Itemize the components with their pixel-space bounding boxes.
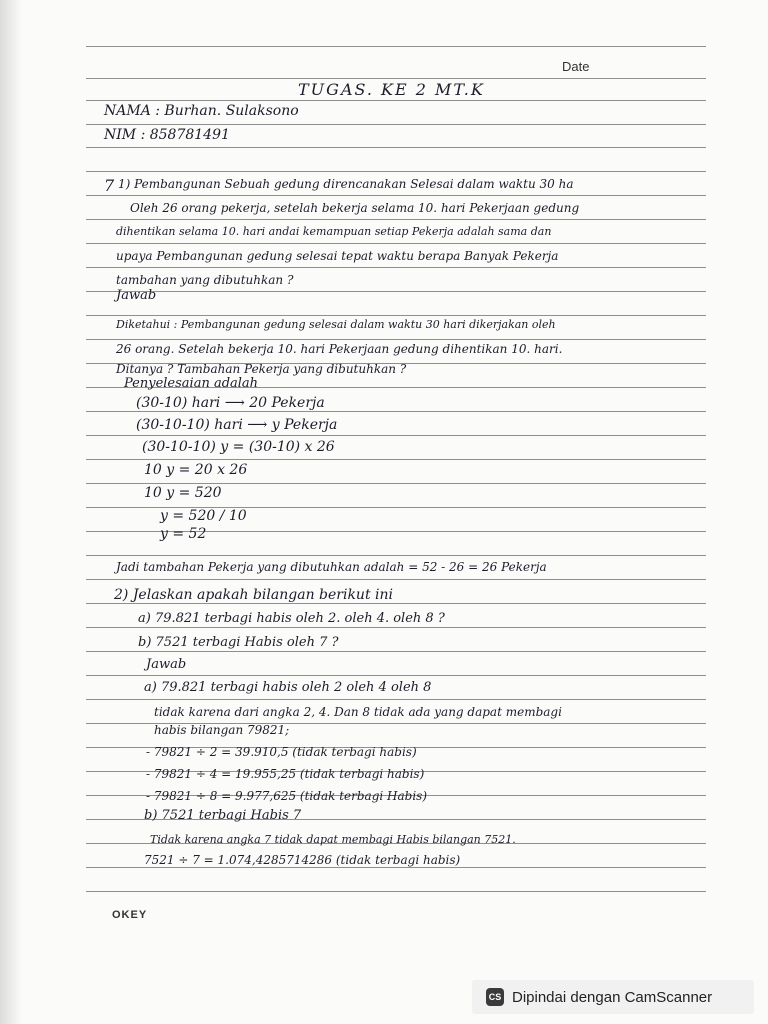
- q2-part: b) 7521 terbagi Habis oleh 7 ?: [138, 635, 339, 650]
- q1-step: y = 52: [160, 526, 207, 542]
- q2-prompt: 2) Jelaskan apakah bilangan berikut ini: [114, 587, 393, 603]
- ruled-line: [86, 46, 706, 47]
- student-nim: NIM : 858781491: [104, 127, 230, 143]
- ruled-line: [86, 555, 706, 556]
- ruled-line: [86, 243, 706, 244]
- notebook-brand-logo: OKEY: [112, 909, 148, 921]
- ruled-line: [86, 699, 706, 700]
- ruled-line: [86, 171, 706, 172]
- ruled-line: [86, 78, 706, 79]
- q2-b-line: 7521 ÷ 7 = 1.074,4285714286 (tidak terbagi habis): [144, 853, 461, 867]
- q2-a-line: tidak karena dari angka 2, 4. Dan 8 tidak ada yang dapat membagi: [154, 705, 562, 719]
- ruled-line: [86, 147, 706, 148]
- q1-answer-label: Jawab: [116, 288, 157, 303]
- ruled-line: [86, 675, 706, 676]
- q1-line: dihentikan selama 10. hari andai kemampuan setiap Pekerja adalah sama dan: [116, 225, 552, 238]
- margin-mark: 7: [104, 176, 115, 195]
- q1-line: Oleh 26 orang pekerja, setelah bekerja selama 10. hari Pekerjaan gedung: [130, 201, 580, 215]
- q1-step: (30-10) hari ⟶ 20 Pekerja: [136, 395, 325, 411]
- page-title: TUGAS. KE 2 MT.K: [298, 80, 485, 99]
- camscanner-watermark: [472, 980, 754, 1014]
- q1-step: (30-10-10) hari ⟶ y Pekerja: [136, 417, 338, 433]
- ruled-line: [86, 219, 706, 220]
- q2-a-line: - 79821 ÷ 8 = 9.977,625 (tidak terbagi Habis): [146, 789, 428, 803]
- q2-a-heading: a) 79.821 terbagi habis oleh 2 oleh 4 oleh 8: [144, 680, 432, 695]
- date-label: Date: [562, 59, 590, 74]
- q2-a-line: habis bilangan 79821;: [154, 723, 290, 737]
- q1-line: tambahan yang dibutuhkan ?: [116, 273, 294, 287]
- ruled-line: [86, 435, 706, 436]
- ruled-line: [86, 195, 706, 196]
- ruled-line: [86, 267, 706, 268]
- q2-a-line: - 79821 ÷ 4 = 19.955,25 (tidak terbagi habis): [146, 767, 425, 781]
- q2-b-heading: b) 7521 terbagi Habis 7: [144, 808, 302, 823]
- q1-known-line: 26 orang. Setelah bekerja 10. hari Pekerjaan gedung dihentikan 10. hari.: [116, 342, 563, 356]
- q1-line: 1) Pembangunan Sebuah gedung direncanakan Selesai dalam waktu 30 ha: [118, 177, 574, 191]
- ruled-line: [86, 291, 706, 292]
- camscanner-icon: CS: [486, 988, 504, 1006]
- watermark-text: Dipindai dengan CamScanner: [512, 988, 713, 1006]
- q1-solution-label: Penyelesaian adalah: [124, 376, 259, 391]
- q1-step: y = 520 / 10: [160, 508, 247, 524]
- q1-line: upaya Pembangunan gedung selesai tepat waktu berapa Banyak Pekerja: [116, 249, 559, 263]
- q1-known-line: Diketahui : Pembangunan gedung selesai dalam waktu 30 hari dikerjakan oleh: [116, 318, 556, 331]
- q1-step: 10 y = 20 x 26: [144, 462, 248, 478]
- q2-a-line: - 79821 ÷ 2 = 39.910,5 (tidak terbagi habis): [146, 745, 417, 759]
- ruled-line: [86, 891, 706, 892]
- q1-step: (30-10-10) y = (30-10) x 26: [142, 439, 335, 455]
- q1-known-line: Ditanya ? Tambahan Pekerja yang dibutuhkan ?: [116, 362, 407, 376]
- ruled-line: [86, 579, 706, 580]
- page-edge-shadow: [0, 0, 22, 1024]
- q2-part: a) 79.821 terbagi habis oleh 2. oleh 4. oleh 8 ?: [138, 611, 445, 626]
- q2-answer-label: Jawab: [146, 657, 187, 672]
- student-name: NAMA : Burhan. Sulaksono: [104, 103, 299, 119]
- q2-b-line: Tidak karena angka 7 tidak dapat membagi Habis bilangan 7521.: [150, 833, 516, 846]
- q1-conclusion: Jadi tambahan Pekerja yang dibutuhkan adalah = 52 - 26 = 26 Pekerja: [116, 560, 547, 574]
- q1-step: 10 y = 520: [144, 485, 222, 501]
